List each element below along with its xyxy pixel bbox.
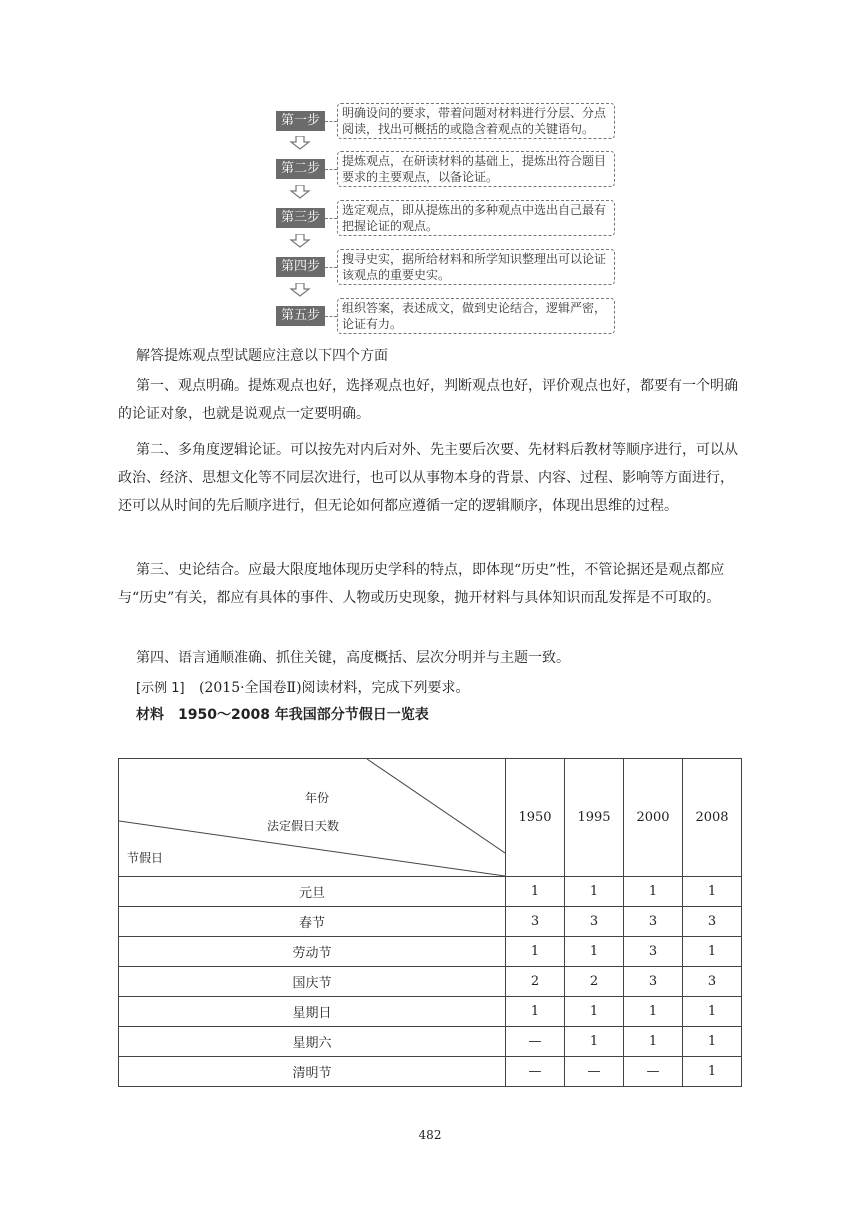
table-cell: 1 (683, 937, 742, 967)
step-4 (276, 249, 616, 285)
point-1-paragraph: 第一、观点明确。提炼观点也好，选择观点也好，判断观点也好，评价观点也好，都要有一个明确的论证对象，也就是说观点一定要明确。 (118, 378, 738, 422)
down-arrow-icon (289, 185, 311, 199)
corner-days-label: 法定假日天数 (267, 819, 340, 833)
step-1-label: 第一步 (276, 111, 325, 131)
table-cell: 1 (683, 1057, 742, 1087)
year-header: 1950 (506, 759, 565, 877)
table-title-prefix: 材料 (136, 707, 164, 723)
table-cell: 3 (624, 907, 683, 937)
table-row (119, 1027, 742, 1057)
point-4-paragraph: 第四、语言通顺准确、抓住关键，高度概括、层次分明并与主题一致。 (136, 650, 570, 666)
holiday-name: 国庆节 (119, 967, 506, 997)
corner-year-label: 年份 (305, 791, 330, 805)
holiday-name: 春节 (119, 907, 506, 937)
table-title-text: 1950～2008 年我国部分节假日一览表 (178, 707, 429, 723)
table-row (119, 997, 742, 1027)
down-arrow-icon (289, 136, 311, 150)
step-3-text: 选定观点，即从提炼出的多种观点中选出自己最有把握论证的观点。 (337, 200, 615, 236)
holiday-name: 星期日 (119, 997, 506, 1027)
point-2-paragraph: 第二、多角度逻辑论证。可以按先对内后对外、先主要后次要、先材料后教材等顺序进行，可以从政治、经济、思想文化等不同层次进行，也可以从事物本身的背景、内容、过程、影响等方面进行，还可以从时间的先后顺序进行，但无论如何都应遵循一定的逻辑顺序，体现出思维的过程。 (118, 442, 738, 514)
step-5-text: 组织答案，表述成文，做到史论结合，逻辑严密，论证有力。 (337, 298, 615, 334)
table-cell: 1 (565, 997, 624, 1027)
table-cell: 1 (624, 877, 683, 907)
holiday-name: 星期六 (119, 1027, 506, 1057)
table-cell: 1 (624, 997, 683, 1027)
step-1 (276, 103, 616, 139)
example-text: (2015·全国卷Ⅱ)阅读材料，完成下列要求。 (199, 680, 470, 696)
step-3 (276, 200, 616, 236)
table-row (119, 877, 742, 907)
step-1-text: 明确设问的要求，带着问题对材料进行分层、分点阅读，找出可概括的或隐含着观点的关键语句。 (337, 103, 615, 139)
table-row (119, 907, 742, 937)
table-cell: — (624, 1057, 683, 1087)
table-cell: 2 (565, 967, 624, 997)
page-number: 482 (418, 1128, 442, 1142)
table-row (119, 937, 742, 967)
table-cell: 1 (624, 1027, 683, 1057)
connector-line (325, 121, 337, 122)
table-cell: 1 (506, 877, 565, 907)
table-row (119, 967, 742, 997)
holiday-name: 元旦 (119, 877, 506, 907)
example-heading (136, 674, 470, 703)
table-cell: 1 (506, 937, 565, 967)
intro-line: 解答提炼观点型试题应注意以下四个方面 (136, 348, 388, 364)
holiday-name: 清明节 (119, 1057, 506, 1087)
step-2 (276, 151, 616, 187)
table-cell: 3 (624, 937, 683, 967)
table-cell: 3 (683, 907, 742, 937)
example-tag: [示例 1] (136, 681, 185, 696)
table-row (119, 1057, 742, 1087)
table-cell: 3 (683, 967, 742, 997)
table-cell: — (506, 1057, 565, 1087)
down-arrow-icon (289, 234, 311, 248)
table-cell: 2 (506, 967, 565, 997)
table-title (136, 704, 443, 724)
table-cell: 1 (506, 997, 565, 1027)
connector-line (325, 267, 337, 268)
connector-line (325, 218, 337, 219)
table-cell: 1 (683, 997, 742, 1027)
step-3-label: 第三步 (276, 208, 325, 228)
diagonal-header-cell (119, 759, 506, 877)
year-header: 2000 (624, 759, 683, 877)
table-cell: 1 (683, 877, 742, 907)
year-header: 2008 (683, 759, 742, 877)
step-4-label: 第四步 (276, 257, 325, 277)
table-cell: 1 (565, 1027, 624, 1057)
step-2-text: 提炼观点，在研读材料的基础上，提炼出符合题目要求的主要观点，以备论证。 (337, 151, 615, 187)
corner-holiday-label: 节假日 (127, 851, 164, 865)
holiday-name: 劳动节 (119, 937, 506, 967)
connector-line (325, 169, 337, 170)
connector-line (325, 316, 337, 317)
table-cell: 3 (506, 907, 565, 937)
step-5 (276, 298, 616, 334)
holiday-table (118, 758, 742, 1087)
step-4-text: 搜寻史实，据所给材料和所学知识整理出可以论证该观点的重要史实。 (337, 249, 615, 285)
table-cell: 1 (565, 937, 624, 967)
step-2-label: 第二步 (276, 159, 325, 179)
table-cell: 3 (565, 907, 624, 937)
year-header: 1995 (565, 759, 624, 877)
table-cell: — (506, 1027, 565, 1057)
step-5-label: 第五步 (276, 306, 325, 326)
table-header-row (119, 759, 742, 877)
down-arrow-icon (289, 283, 311, 297)
point-3-paragraph: 第三、史论结合。应最大限度地体现历史学科的特点，即体现“历史”性，不管论据还是观点都应与“历史”有关，都应有具体的事件、人物或历史现象，抛开材料与具体知识而乱发挥是不可取的。 (118, 562, 725, 606)
table-cell: 1 (565, 877, 624, 907)
table-cell: — (565, 1057, 624, 1087)
table-cell: 1 (683, 1027, 742, 1057)
table-cell: 3 (624, 967, 683, 997)
